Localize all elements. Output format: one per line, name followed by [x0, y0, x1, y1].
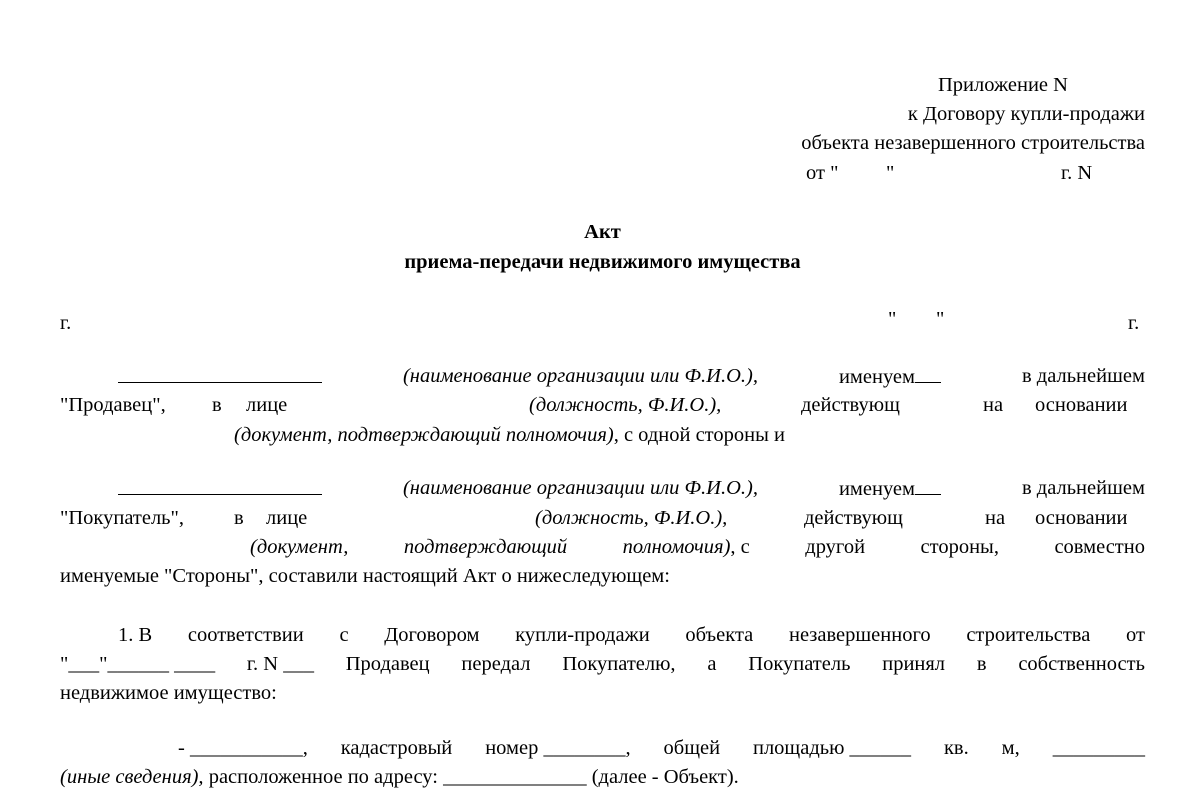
- clause1-w8: строительства: [966, 624, 1091, 646]
- clause1-line3: недвижимое имущество:: [60, 682, 277, 704]
- clause1-w7: незавершенного: [788, 624, 931, 646]
- seller-on: на: [983, 394, 1004, 416]
- seller-position-hint: (должность, Ф.И.О.),: [529, 394, 722, 416]
- buyer-org-hint: (наименование организации или Ф.И.О.),: [402, 477, 758, 499]
- clause1-w-ownership: собственность: [1018, 653, 1145, 675]
- buyer-further: в дальнейшем: [1021, 477, 1145, 499]
- buyer-in: в: [234, 507, 244, 529]
- clause1-line2: [60, 654, 1145, 675]
- item-line1: [60, 738, 1145, 759]
- buyer-doc-hint-3: полномочия), с: [622, 536, 750, 558]
- buyer-line1: [60, 478, 1145, 500]
- clause1-w6: объекта: [685, 624, 754, 646]
- buyer-person: лице: [266, 507, 308, 529]
- item-cad: кадастровый: [340, 737, 453, 759]
- clause1-w-buyer: Покупателю,: [562, 653, 676, 675]
- seller-person: лице: [246, 394, 288, 416]
- clause1-w5: купли-продажи: [515, 624, 650, 646]
- clause1-w3: с: [339, 624, 349, 646]
- seller-side: , с одной стороны и: [613, 424, 785, 446]
- item-total: общей: [663, 737, 721, 759]
- item-area: площадью ______: [752, 737, 912, 759]
- seller-named: именуем: [839, 366, 941, 388]
- clause1-line1: [60, 625, 1145, 646]
- item-dash: - ___________,: [178, 737, 308, 759]
- seller-doc-hint: (документ, подтверждающий полномочия): [234, 424, 614, 446]
- seller-org-blank: [118, 366, 322, 383]
- clause1-w-transferred: передал: [461, 653, 531, 675]
- buyer-acting: действующ: [804, 507, 903, 529]
- document-title: Акт: [584, 221, 621, 243]
- buyer-position-hint: (должность, Ф.И.О.),: [535, 507, 728, 529]
- item-blank: _________: [1052, 737, 1145, 759]
- clause1-date: "___"______ ____: [60, 653, 216, 675]
- appendix-line2: к Договору купли-продажи: [907, 103, 1145, 125]
- clause1-w-into: в: [976, 653, 987, 675]
- seller-role: "Продавец",: [60, 394, 166, 416]
- appendix-number: г. N: [1061, 162, 1093, 184]
- buyer-side-3: стороны,: [920, 536, 999, 558]
- place-city: г.: [60, 312, 72, 334]
- buyer-doc-hint-1: (документ,: [250, 536, 349, 558]
- buyer-side-4: совместно: [1054, 536, 1145, 558]
- date-quote-close: ": [936, 308, 945, 330]
- clause1-w-seller: Продавец: [345, 653, 430, 675]
- seller-basis: основании: [1035, 394, 1128, 416]
- buyer-side-2: другой: [805, 536, 866, 558]
- item-other-hint: (иные сведения),: [60, 766, 204, 788]
- item-m: м,: [1001, 737, 1020, 759]
- clause1-w2: соответствии: [187, 624, 304, 646]
- seller-acting: действующ: [801, 394, 900, 416]
- item-kv: кв.: [943, 737, 969, 759]
- item-line2: [60, 767, 739, 788]
- appendix-line3: объекта незавершенного строительства: [801, 132, 1145, 154]
- item-located: расположенное по адресу: ______________ (далее - Объект).: [203, 766, 739, 788]
- document-subtitle: приема-передачи недвижимого имущества: [404, 251, 801, 273]
- seller-doc-line: [234, 425, 785, 446]
- buyer-doc-hint-2: подтверждающий: [403, 536, 568, 558]
- buyer-line3: [60, 537, 1145, 558]
- item-num: номер ________,: [485, 737, 631, 759]
- clause1-w-accepted: принял: [882, 653, 946, 675]
- clause1-w1: 1. В: [118, 624, 153, 646]
- clause1-w4: Договором: [384, 624, 480, 646]
- date-year: г.: [1128, 312, 1140, 334]
- seller-in: в: [212, 394, 222, 416]
- buyer-role: "Покупатель",: [60, 507, 185, 529]
- seller-org-hint: (наименование организации или Ф.И.О.),: [402, 365, 758, 387]
- date-quote-open: ": [888, 308, 897, 330]
- appendix-quote: ": [886, 162, 895, 184]
- buyer-on: на: [985, 507, 1006, 529]
- clause1-w-and: а: [707, 653, 717, 675]
- buyer-org-blank: [118, 478, 322, 495]
- seller-further: в дальнейшем: [1021, 365, 1145, 387]
- clause1-w9: от: [1126, 624, 1145, 646]
- appendix-line1: Приложение N: [938, 74, 1068, 96]
- appendix-from: от ": [806, 162, 839, 184]
- seller-line1: [60, 366, 1145, 388]
- clause1-w-buyer2: Покупатель: [748, 653, 851, 675]
- clause1-number: г. N ___: [246, 653, 314, 675]
- buyer-conclusion: именуемые "Стороны", составили настоящий Акт о нижеследующем:: [60, 565, 670, 587]
- buyer-named: именуем: [839, 478, 941, 500]
- buyer-basis: основании: [1035, 507, 1128, 529]
